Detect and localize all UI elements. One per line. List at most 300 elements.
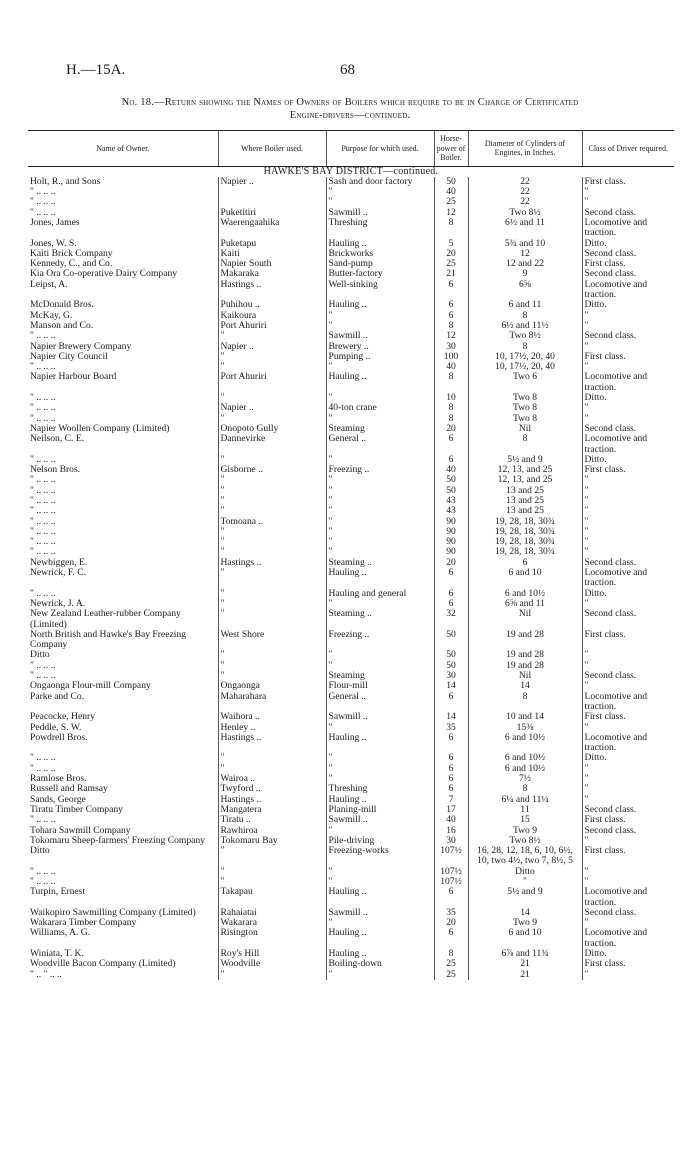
cell-horse-power: 6 <box>434 434 468 455</box>
cell-driver-class: Locomotive and traction. <box>584 691 648 712</box>
table-body <box>28 166 674 980</box>
cell-driver-class: Ditto. <box>584 393 607 404</box>
table-row <box>28 764 674 774</box>
cell-place: " <box>218 475 326 485</box>
cell-horse-power: 25 <box>434 970 468 980</box>
cell-purpose: Sawmill .. <box>326 712 434 722</box>
cell-owner: Newrick, J. A. <box>28 599 218 609</box>
cell-diameter: 6⅝ <box>468 280 582 301</box>
table-row <box>28 908 674 918</box>
cell-driver-class: First class. <box>584 846 626 857</box>
cell-diameter: Two 8½ <box>468 836 582 846</box>
cell-horse-power: 107½ <box>434 846 468 867</box>
cell-owner: " .. .. .. <box>28 187 218 197</box>
cell-purpose: Hauling .. <box>326 300 434 310</box>
cell-driver-class: " <box>584 835 589 846</box>
cell-horse-power: 6 <box>434 692 468 713</box>
table-row <box>28 599 674 609</box>
cell-owner: " .. .. .. <box>28 506 218 516</box>
cell-horse-power: 107½ <box>434 877 468 887</box>
cell-purpose: Hauling .. <box>326 568 434 589</box>
cell-place: Tomoana .. <box>218 517 326 527</box>
cell-place: Roy's Hill <box>218 949 326 959</box>
cell-owner: Kaiti Brick Company <box>28 249 218 259</box>
cell-place: Wakarara <box>218 918 326 928</box>
table-row <box>28 568 674 589</box>
cell-diameter: 6 and 10½ <box>468 753 582 763</box>
cell-driver-class: " <box>584 413 589 424</box>
cell-owner: " .. .. .. <box>28 197 218 207</box>
cell-horse-power: 14 <box>434 712 468 722</box>
cell-place: " <box>218 537 326 547</box>
cell-horse-power: 25 <box>434 259 468 269</box>
cell-diameter: 19, 28, 18, 30¾ <box>468 537 582 547</box>
cell-place: Twyford .. <box>218 784 326 794</box>
cell-owner: " .. .. .. <box>28 547 218 557</box>
table-row <box>28 918 674 928</box>
cell-purpose: " <box>326 455 434 465</box>
cell-purpose: Hauling .. <box>326 733 434 754</box>
cell-horse-power: 6 <box>434 280 468 301</box>
cell-place: Onopoto Gully <box>218 424 326 434</box>
cell-diameter: 22 <box>468 197 582 207</box>
cell-purpose: " <box>326 774 434 784</box>
table-row <box>28 269 674 279</box>
cell-place: Hastings .. <box>218 558 326 568</box>
cell-diameter: 21 <box>468 970 582 980</box>
table-row <box>28 815 674 825</box>
cell-place: " <box>218 753 326 763</box>
cell-diameter: 10 and 14 <box>468 712 582 722</box>
cell-diameter: 9 <box>468 269 582 279</box>
cell-horse-power: 6 <box>434 774 468 784</box>
cell-owner: Jones, W. S. <box>28 239 218 249</box>
cell-owner: Neilson, C. E. <box>28 434 218 455</box>
cell-place: Napier .. <box>218 342 326 352</box>
table-row <box>28 867 674 877</box>
table-row <box>28 197 674 207</box>
cell-horse-power: 20 <box>434 424 468 434</box>
cell-owner: " .. .. .. <box>28 393 218 403</box>
cell-place: " <box>218 867 326 877</box>
cell-purpose: " <box>326 506 434 516</box>
cell-horse-power: 14 <box>434 681 468 691</box>
cell-driver-class: " <box>584 598 589 609</box>
cell-purpose: Flour-mill <box>326 681 434 691</box>
cell-driver-class: Second class. <box>584 269 637 280</box>
cell-diameter: 6½ and 11 <box>468 218 582 239</box>
table-row <box>28 259 674 269</box>
cell-diameter: 6⅝ and 11 <box>468 599 582 609</box>
cell-place: Makaraka <box>218 269 326 279</box>
cell-horse-power: 8 <box>434 949 468 959</box>
cell-purpose: Hauling .. <box>326 949 434 959</box>
cell-driver-class: " <box>584 681 589 692</box>
cell-owner: " .. .. .. <box>28 208 218 218</box>
cell-driver-class: " <box>584 341 589 352</box>
column-header-purpose: Purpose for which used. <box>326 131 434 167</box>
cell-purpose: Hauling .. <box>326 795 434 805</box>
cell-owner: Turpin, Ernest <box>28 887 218 908</box>
cell-owner: " .. .. .. <box>28 414 218 424</box>
cell-place: Kaikoura <box>218 311 326 321</box>
cell-driver-class: " <box>584 660 589 671</box>
cell-place: Dannevirke <box>218 434 326 455</box>
cell-owner: Wakarara Timber Company <box>28 918 218 928</box>
cell-diameter: 13 and 25 <box>468 506 582 516</box>
cell-purpose: General .. <box>326 434 434 455</box>
cell-horse-power: 6 <box>434 311 468 321</box>
cell-driver-class: Second class. <box>584 671 637 682</box>
cell-purpose: Sawmill .. <box>326 331 434 341</box>
cell-horse-power: 21 <box>434 269 468 279</box>
cell-horse-power: 20 <box>434 918 468 928</box>
table-row <box>28 877 674 887</box>
table-row <box>28 650 674 660</box>
cell-diameter: 6 and 11 <box>468 300 582 310</box>
cell-owner: Ditto <box>28 846 218 867</box>
cell-place: Hastings .. <box>218 733 326 754</box>
table-row <box>28 527 674 537</box>
cell-diameter: 15 <box>468 815 582 825</box>
table-row <box>28 795 674 805</box>
table-row <box>28 321 674 331</box>
cell-driver-class: Ditto. <box>584 753 607 764</box>
cell-owner: Parke and Co. <box>28 692 218 713</box>
cell-place: West Shore <box>218 630 326 651</box>
cell-horse-power: 32 <box>434 609 468 630</box>
cell-purpose: Hauling .. <box>326 928 434 949</box>
district-row <box>28 166 674 177</box>
cell-place: " <box>218 568 326 589</box>
district-heading: HAWKE'S BAY DISTRICT—continued. <box>263 166 439 177</box>
cell-purpose: 40-ton crane <box>326 403 434 413</box>
cell-driver-class: Locomotive and traction. <box>584 887 648 908</box>
cell-horse-power: 6 <box>434 599 468 609</box>
cell-diameter: 19, 28, 18, 30¾ <box>468 517 582 527</box>
cell-place: " <box>218 393 326 403</box>
cell-owner: " .. .. .. <box>28 537 218 547</box>
cell-diameter: Two 6 <box>468 372 582 393</box>
cell-place: Tokomaru Bay <box>218 836 326 846</box>
cell-horse-power: 6 <box>434 733 468 754</box>
cell-purpose: " <box>326 527 434 537</box>
cell-owner: " .. .. .. <box>28 867 218 877</box>
cell-place: Gisborne .. <box>218 465 326 475</box>
cell-diameter: 8 <box>468 434 582 455</box>
cell-purpose: Butter-factory <box>326 269 434 279</box>
cell-owner: North British and Hawke's Bay Freezing Company <box>28 630 218 651</box>
cell-diameter: 21 <box>468 959 582 969</box>
cell-owner: Napier Harbour Board <box>28 372 218 393</box>
cell-driver-class: Locomotive and traction. <box>584 279 648 301</box>
cell-owner: Winiata, T. K. <box>28 949 218 959</box>
cell-driver-class: " <box>584 547 589 558</box>
cell-owner: Sands, George <box>28 795 218 805</box>
table-row <box>28 805 674 815</box>
cell-place: " <box>218 362 326 372</box>
table-row <box>28 547 674 557</box>
cell-driver-class: " <box>584 197 589 208</box>
table-row <box>28 836 674 846</box>
cell-driver-class: " <box>584 362 589 373</box>
cell-place: " <box>218 506 326 516</box>
cell-owner: Leipst, A. <box>28 280 218 301</box>
column-header-owner: Name of Owner. <box>28 131 218 167</box>
cell-place: Takapau <box>218 887 326 908</box>
cell-place: " <box>218 414 326 424</box>
cell-driver-class: Second class. <box>584 907 637 918</box>
cell-owner: Newrick, F. C. <box>28 568 218 589</box>
cell-driver-class: " <box>584 876 589 887</box>
cell-place: Puketitiri <box>218 208 326 218</box>
cell-purpose: Pumping .. <box>326 352 434 362</box>
cell-diameter: 10, 17½, 20, 40 <box>468 352 582 362</box>
table-row <box>28 970 674 980</box>
cell-diameter: " <box>468 877 582 887</box>
cell-diameter: 5¾ and 10 <box>468 239 582 249</box>
cell-owner: " .. .. .. <box>28 496 218 506</box>
cell-horse-power: 90 <box>434 547 468 557</box>
cell-driver-class: " <box>584 496 589 506</box>
cell-owner: " .. .. .. <box>28 764 218 774</box>
cell-place: " <box>218 547 326 557</box>
cell-purpose: Threshing <box>326 218 434 239</box>
cell-place: " <box>218 331 326 341</box>
cell-purpose: Sash and door factory <box>326 177 434 187</box>
cell-driver-class: Ditto. <box>584 949 607 960</box>
table-row <box>28 517 674 527</box>
cell-owner: " .. .. .. <box>28 362 218 372</box>
cell-owner: Manson and Co. <box>28 321 218 331</box>
cell-driver-class: " <box>584 650 589 661</box>
cell-place: Kaiti <box>218 249 326 259</box>
cell-horse-power: 30 <box>434 671 468 681</box>
table-row <box>28 712 674 722</box>
cell-horse-power: 6 <box>434 589 468 599</box>
cell-horse-power: 40 <box>434 187 468 197</box>
page-number: 68 <box>340 62 355 78</box>
cell-horse-power: 50 <box>434 650 468 660</box>
cell-driver-class: " <box>584 784 589 795</box>
table-row <box>28 681 674 691</box>
title-line-2: Engine-drivers—continued. <box>289 110 411 121</box>
cell-purpose: " <box>326 362 434 372</box>
cell-horse-power: 6 <box>434 928 468 949</box>
table-row <box>28 928 674 949</box>
table-row <box>28 826 674 836</box>
cell-place: Rawhiroa <box>218 826 326 836</box>
cell-driver-class: Ditto. <box>584 300 607 311</box>
cell-driver-class: Second class. <box>584 609 637 620</box>
cell-place: Ongaonga <box>218 681 326 691</box>
cell-horse-power: 43 <box>434 496 468 506</box>
report-code: H.—15A. <box>66 62 126 78</box>
table-row <box>28 434 674 455</box>
cell-purpose: " <box>326 753 434 763</box>
cell-purpose: " <box>326 517 434 527</box>
cell-diameter: 6¼ and 11¼ <box>468 795 582 805</box>
cell-purpose: " <box>326 877 434 887</box>
table-row <box>28 558 674 568</box>
cell-owner: Ramlose Bros. <box>28 774 218 784</box>
cell-driver-class: " <box>584 320 589 331</box>
cell-horse-power: 50 <box>434 177 468 187</box>
cell-owner: " .. .. .. <box>28 753 218 763</box>
cell-diameter: 13 and 25 <box>468 496 582 506</box>
cell-driver-class: Second class. <box>584 825 637 836</box>
cell-diameter: 10, 17½, 20, 40 <box>468 362 582 372</box>
cell-horse-power: 40 <box>434 465 468 475</box>
cell-driver-class: Second class. <box>584 423 637 434</box>
cell-purpose: " <box>326 537 434 547</box>
cell-driver-class: " <box>584 526 589 537</box>
cell-owner: Russell and Ramsay <box>28 784 218 794</box>
cell-purpose: " <box>326 187 434 197</box>
cell-purpose: Hauling .. <box>326 239 434 249</box>
table-row <box>28 331 674 341</box>
cell-purpose: " <box>326 486 434 496</box>
cell-place: Waihora .. <box>218 712 326 722</box>
cell-purpose: " <box>326 650 434 660</box>
table-row <box>28 589 674 599</box>
cell-place <box>218 187 326 197</box>
cell-purpose: Freezing .. <box>326 630 434 651</box>
cell-horse-power: 90 <box>434 517 468 527</box>
cell-horse-power: 50 <box>434 630 468 651</box>
cell-diameter: 13 and 25 <box>468 486 582 496</box>
cell-horse-power: 8 <box>434 321 468 331</box>
table-row <box>28 218 674 239</box>
cell-horse-power: 90 <box>434 527 468 537</box>
cell-purpose: " <box>326 723 434 733</box>
cell-place: " <box>218 877 326 887</box>
cell-owner: Ongaonga Flour-mill Company <box>28 681 218 691</box>
table-row <box>28 609 674 630</box>
cell-horse-power: 8 <box>434 414 468 424</box>
cell-owner: New Zealand Leather-rubber Company (Limited) <box>28 609 218 630</box>
cell-diameter: Two 8 <box>468 393 582 403</box>
cell-horse-power: 17 <box>434 805 468 815</box>
cell-horse-power: 7 <box>434 795 468 805</box>
cell-driver-class: " <box>584 506 589 517</box>
cell-purpose: Sawmill .. <box>326 908 434 918</box>
cell-diameter: 6 and 10 <box>468 568 582 589</box>
cell-diameter: 5½ and 9 <box>468 887 582 908</box>
table-row <box>28 496 674 506</box>
cell-purpose: General .. <box>326 692 434 713</box>
cell-diameter: Two 8 <box>468 414 582 424</box>
cell-horse-power: 50 <box>434 475 468 485</box>
cell-driver-class: " <box>584 774 589 785</box>
table-row <box>28 949 674 959</box>
cell-driver-class: " <box>584 537 589 548</box>
cell-diameter: 16, 28, 12, 18, 6, 10, 6½, 10, two 4½, two 7, 8½, 5 <box>468 846 582 867</box>
table-row <box>28 959 674 969</box>
cell-driver-class: Locomotive and traction. <box>584 928 648 949</box>
cell-place: Puhihou .. <box>218 300 326 310</box>
table-row <box>28 239 674 249</box>
cell-place: " <box>218 764 326 774</box>
cell-owner: Woodville Bacon Company (Limited) <box>28 959 218 969</box>
cell-diameter: 22 <box>468 177 582 187</box>
cell-place: Tiratu .. <box>218 815 326 825</box>
cell-owner: " .. .. .. <box>28 331 218 341</box>
cell-driver-class: " <box>584 794 589 805</box>
column-header-place: Where Boiler used. <box>218 131 326 167</box>
table-row <box>28 414 674 424</box>
cell-purpose: Steaming .. <box>326 558 434 568</box>
cell-driver-class: Locomotive and traction. <box>584 434 648 455</box>
cell-horse-power: 6 <box>434 455 468 465</box>
cell-diameter: 11 <box>468 805 582 815</box>
cell-diameter: 12 and 22 <box>468 259 582 269</box>
cell-owner: " .. .. .. <box>28 877 218 887</box>
cell-purpose: Steaming <box>326 424 434 434</box>
cell-diameter: 12, 13, and 25 <box>468 475 582 485</box>
cell-owner: Napier City Council <box>28 352 218 362</box>
cell-horse-power: 6 <box>434 753 468 763</box>
cell-place: " <box>218 527 326 537</box>
cell-place: Port Ahuriri <box>218 321 326 331</box>
title-line-1: No. 18.—Return showing the Names of Owners of Boilers which require to be in Charge of Certificated <box>121 97 579 108</box>
cell-driver-class: First class. <box>584 629 626 640</box>
cell-horse-power: 25 <box>434 959 468 969</box>
cell-diameter: 6 <box>468 558 582 568</box>
table-row <box>28 311 674 321</box>
cell-purpose: Hauling and general <box>326 589 434 599</box>
table-row <box>28 846 674 867</box>
cell-diameter: 19, 28, 18, 30¾ <box>468 527 582 537</box>
cell-purpose: Hauling .. <box>326 372 434 393</box>
cell-diameter: 8 <box>468 784 582 794</box>
cell-purpose: Brickworks <box>326 249 434 259</box>
cell-purpose: " <box>326 475 434 485</box>
cell-driver-class: Second class. <box>584 331 637 342</box>
cell-driver-class: Second class. <box>584 207 637 218</box>
table-row <box>28 187 674 197</box>
cell-driver-class: " <box>584 763 589 774</box>
cell-place: Rahaiatai <box>218 908 326 918</box>
cell-place: Napier .. <box>218 403 326 413</box>
table-row <box>28 403 674 413</box>
cell-driver-class: " <box>584 403 589 414</box>
cell-purpose: Freezing-works <box>326 846 434 867</box>
cell-purpose: " <box>326 970 434 980</box>
cell-purpose: " <box>326 496 434 506</box>
cell-place: " <box>218 589 326 599</box>
cell-diameter: 8 <box>468 342 582 352</box>
cell-diameter: 6 and 10½ <box>468 733 582 754</box>
cell-horse-power: 20 <box>434 558 468 568</box>
table-row <box>28 465 674 475</box>
column-header-diameter: Diameter of Cylinders of Engines, in Inches. <box>468 131 582 167</box>
cell-purpose: Pile-driving <box>326 836 434 846</box>
cell-driver-class: Locomotive and traction. <box>584 372 648 393</box>
cell-owner: Nelson Bros. <box>28 465 218 475</box>
cell-purpose: " <box>326 547 434 557</box>
cell-driver-class: First class. <box>584 259 626 270</box>
cell-horse-power: 90 <box>434 537 468 547</box>
table-row <box>28 475 674 485</box>
cell-owner: Kennedy, C., and Co. <box>28 259 218 269</box>
cell-owner: " .. .. .. <box>28 517 218 527</box>
cell-purpose: " <box>326 311 434 321</box>
cell-owner: Tokomaru Sheep-farmers' Freezing Company <box>28 836 218 846</box>
cell-purpose: Steaming .. <box>326 609 434 630</box>
cell-horse-power: 8 <box>434 218 468 239</box>
cell-owner: " .. " .. .. <box>28 970 218 980</box>
